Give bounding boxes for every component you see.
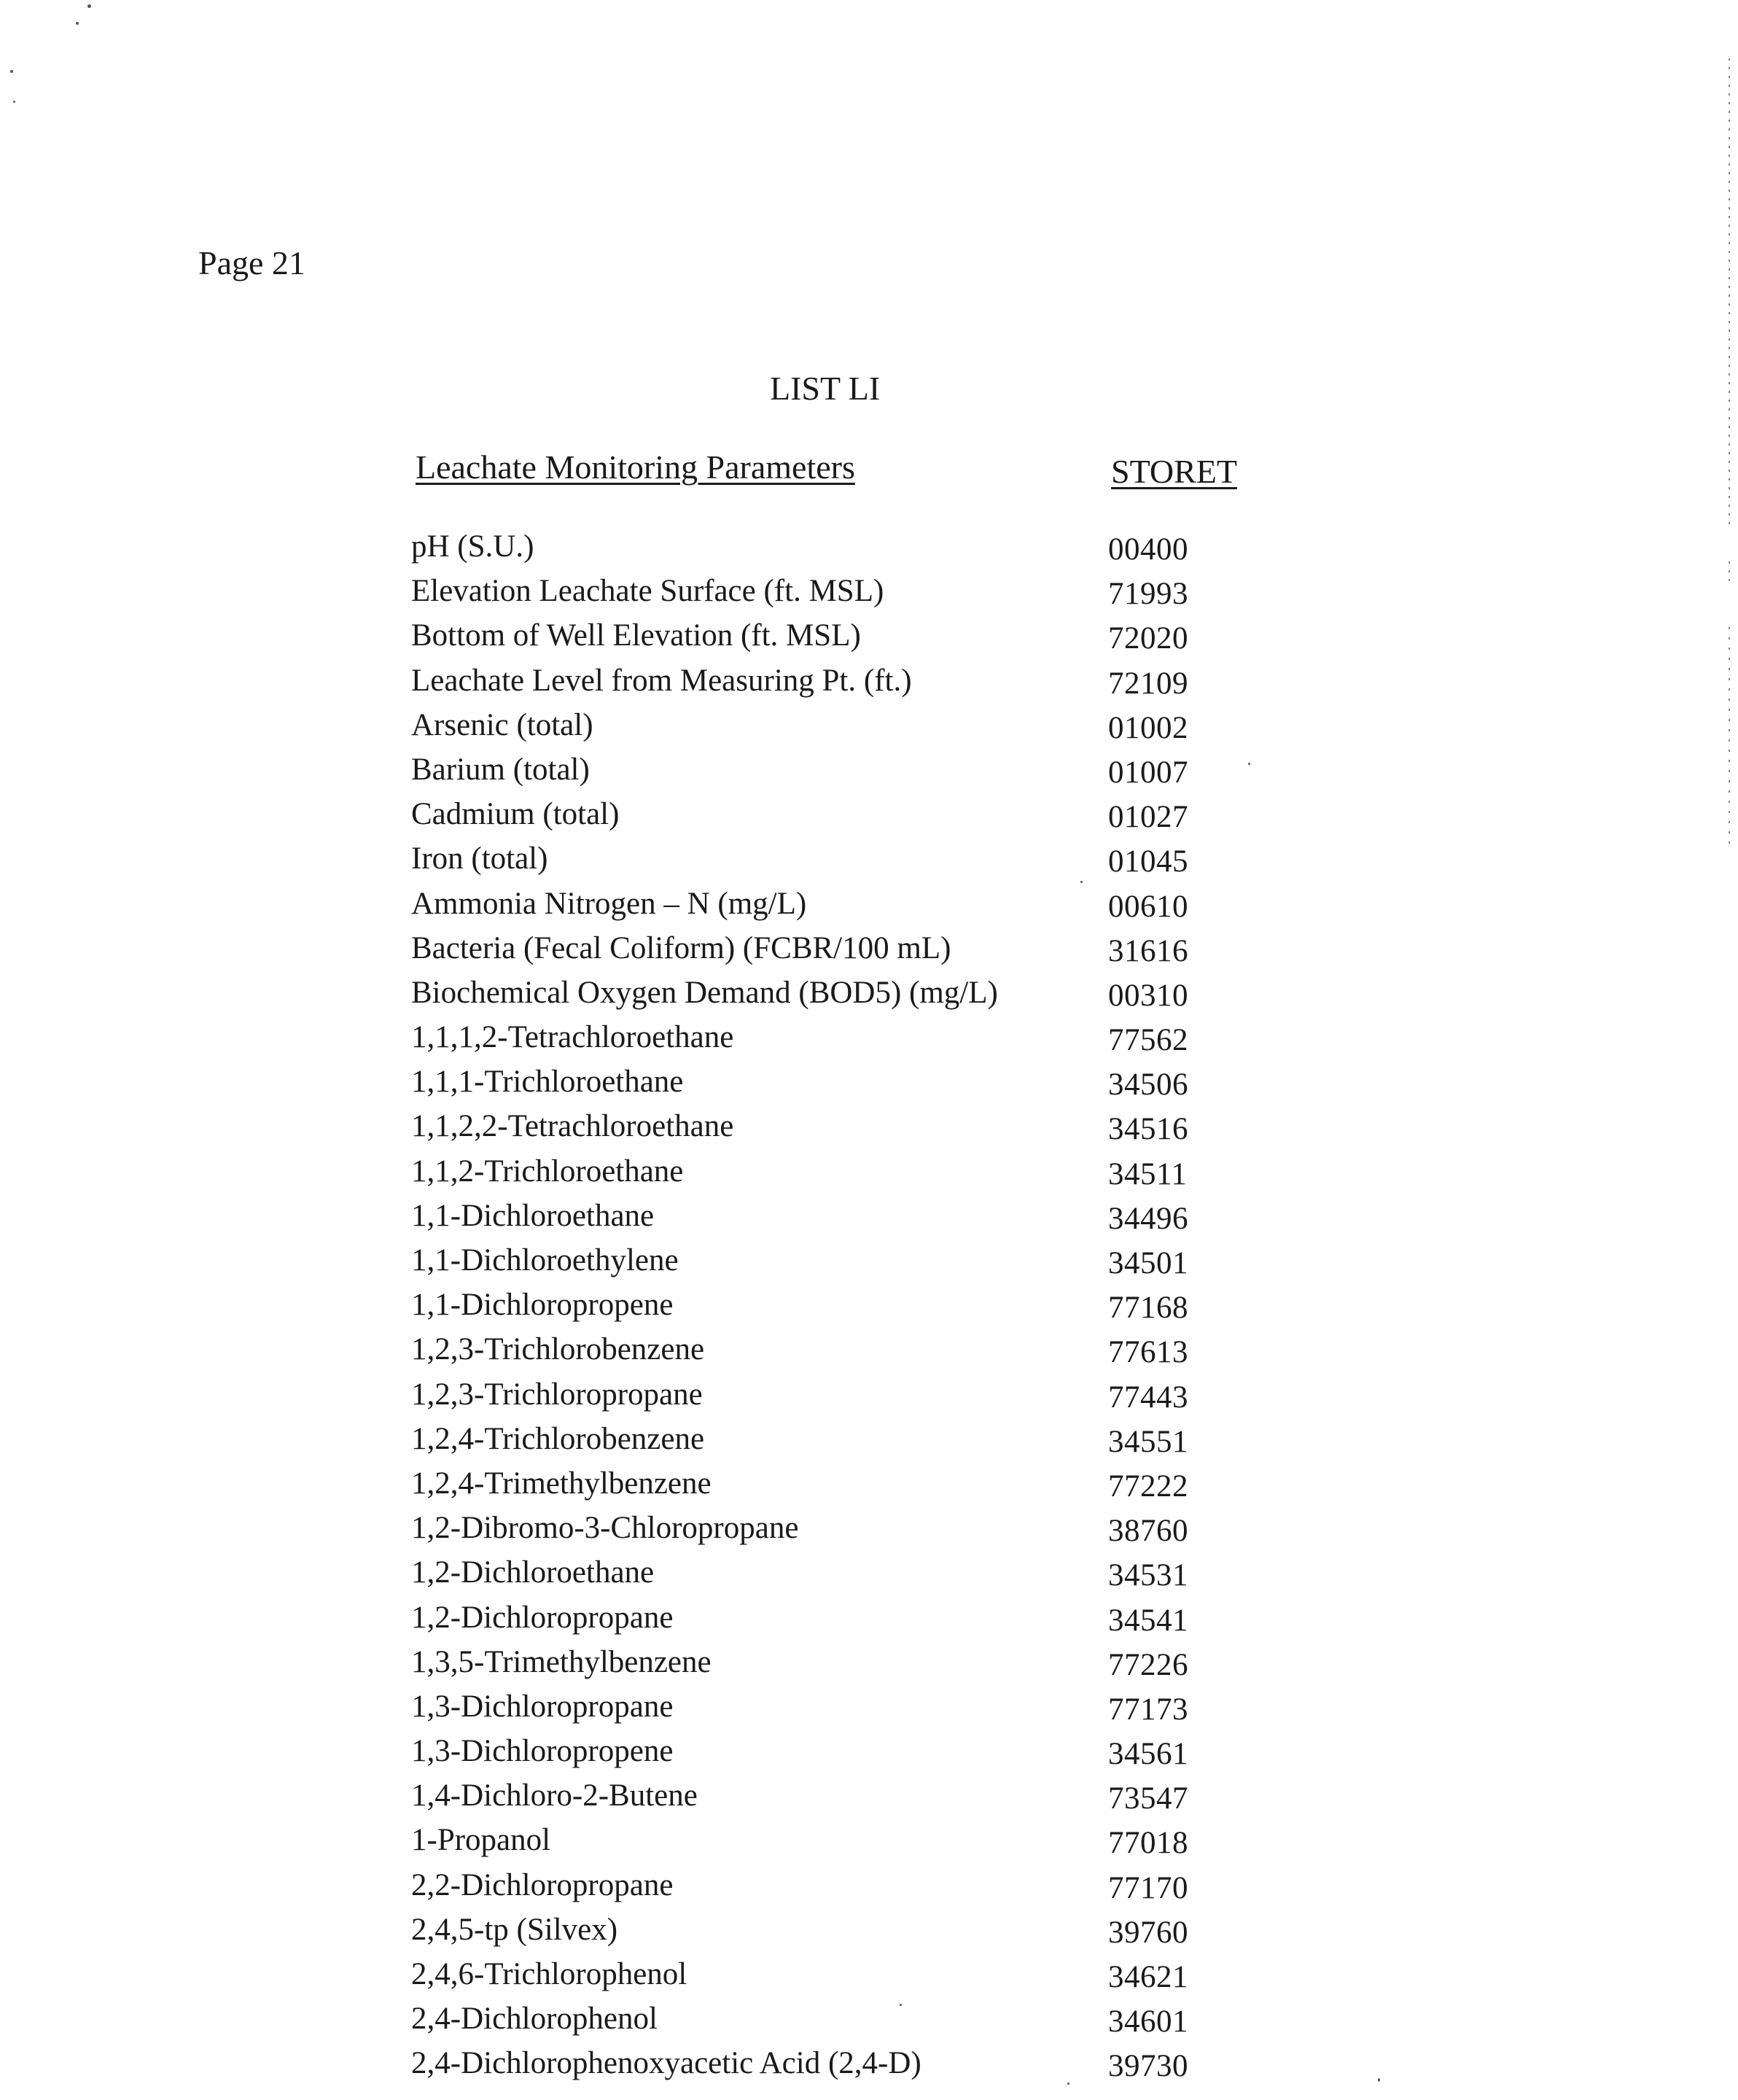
scan-edge-marks (1721, 58, 1738, 860)
scan-speck (1378, 2078, 1380, 2082)
storet-code: 77170 (1108, 1870, 1188, 1905)
table-row (0, 1379, 1738, 1423)
storet-code: 72020 (1108, 621, 1188, 656)
storet-code: 73547 (1108, 1781, 1188, 1816)
table-row (0, 1423, 1738, 1468)
scan-speck (1248, 763, 1250, 765)
parameter-name: 1,1,2-Trichloroethane (411, 1154, 684, 1189)
table-row (0, 2003, 1738, 2048)
table-row (0, 1867, 1738, 1914)
scan-speck (10, 70, 13, 73)
table-row (0, 843, 1738, 887)
storet-code: 01045 (1108, 844, 1188, 879)
storet-code: 01007 (1108, 755, 1188, 790)
table-row (0, 1780, 1738, 1824)
storet-code: 72109 (1108, 666, 1188, 701)
table-row (0, 1691, 1738, 1735)
storet-code: 39760 (1108, 1915, 1188, 1950)
parameter-name: 1,1-Dichloroethylene (411, 1243, 679, 1278)
storet-code: 77018 (1108, 1826, 1188, 1861)
parameter-name: 2,4-Dichlorophenoxyacetic Acid (2,4-D) (411, 2046, 921, 2081)
storet-code: 77168 (1108, 1291, 1188, 1326)
storet-code: 34531 (1108, 1558, 1188, 1593)
table-row (0, 1200, 1738, 1245)
storet-code: 71993 (1108, 577, 1188, 612)
parameter-name: Elevation Leachate Surface (ft. MSL) (411, 574, 884, 609)
storet-code: 77443 (1108, 1380, 1188, 1415)
storet-code: 77562 (1108, 1023, 1188, 1058)
table-row (0, 1468, 1738, 1512)
table-row (0, 1735, 1738, 1780)
scan-edge-dashes (1721, 58, 1738, 860)
table-row (0, 709, 1738, 754)
table-row (0, 930, 1738, 977)
parameter-name: 1-Propanol (411, 1823, 551, 1858)
parameter-name: Bacteria (Fecal Coliform) (FCBR/100 mL) (411, 930, 951, 965)
storet-code: 00610 (1108, 889, 1188, 924)
table-row (0, 1512, 1738, 1557)
storet-code: 31616 (1108, 933, 1188, 968)
storet-code: 34561 (1108, 1737, 1188, 1772)
parameter-name: 1,4-Dichloro-2-Butene (411, 1778, 698, 1813)
list-title: LIST LI (770, 370, 881, 407)
table-row (0, 1602, 1738, 1646)
table-row (0, 754, 1738, 798)
scan-speck (1080, 881, 1083, 883)
parameter-name: 1,2,4-Trimethylbenzene (411, 1466, 712, 1501)
storet-code: 34511 (1108, 1156, 1188, 1191)
table-row (0, 2048, 1738, 2092)
table-row (0, 575, 1738, 620)
parameter-name: pH (S.U.) (411, 529, 534, 564)
table-row (0, 665, 1738, 709)
storet-code: 34516 (1108, 1112, 1188, 1147)
table-row (0, 1156, 1738, 1200)
scan-speck (900, 2004, 902, 2006)
storet-code: 01027 (1108, 800, 1188, 835)
storet-code: 77226 (1108, 1647, 1188, 1682)
storet-code: 00310 (1108, 978, 1188, 1013)
table-row (0, 798, 1738, 843)
parameter-name: Barium (total) (411, 752, 590, 787)
table-row (0, 977, 1738, 1022)
storet-code: 34506 (1108, 1068, 1188, 1102)
table-row (0, 531, 1738, 575)
storet-column-header: STORET (1111, 453, 1237, 490)
parameter-column-header: Leachate Monitoring Parameters (416, 448, 855, 486)
storet-code: 77222 (1108, 1469, 1188, 1504)
parameter-name: Bottom of Well Elevation (ft. MSL) (411, 618, 861, 653)
table-row (0, 1066, 1738, 1111)
storet-code: 34501 (1108, 1246, 1188, 1280)
table-row (0, 1914, 1738, 1959)
table-row (0, 1959, 1738, 2003)
storet-code: 34601 (1108, 2004, 1188, 2039)
table-row (0, 1022, 1738, 1066)
storet-code: 00400 (1108, 532, 1188, 567)
scan-speck (1067, 2082, 1069, 2085)
storet-code: 39730 (1108, 2049, 1188, 2084)
table-row (0, 1824, 1738, 1869)
parameter-name: 2,4-Dichlorophenol (411, 2002, 658, 2037)
parameter-name: 2,2-Dichloropropane (411, 1867, 674, 1902)
parameter-name: Cadmium (total) (411, 797, 620, 832)
parameter-name: 1,1-Dichloropropene (411, 1288, 674, 1323)
parameter-name: Arsenic (total) (411, 707, 593, 742)
parameter-name: 1,2-Dichloroethane (411, 1555, 655, 1590)
table-row (0, 1557, 1738, 1601)
storet-code: 34541 (1108, 1603, 1188, 1638)
parameter-name: Ammonia Nitrogen – N (mg/L) (411, 886, 807, 921)
storet-code: 01002 (1108, 710, 1188, 745)
page-number: Page 21 (198, 244, 305, 281)
parameter-name: 2,4,6-Trichlorophenol (411, 1957, 687, 1991)
parameter-name: 2,4,5-tp (Silvex) (411, 1912, 618, 1947)
storet-code: 38760 (1108, 1514, 1188, 1549)
table-row (0, 1646, 1738, 1691)
scan-speck (76, 22, 79, 25)
parameter-list (0, 531, 1738, 2093)
parameter-name: 1,3-Dichloropropene (411, 1734, 674, 1769)
parameter-name: 1,2-Dibromo-3-Chloropropane (411, 1511, 799, 1546)
table-row (0, 1334, 1738, 1378)
parameter-name: Iron (total) (411, 841, 548, 876)
storet-code: 34621 (1108, 1960, 1188, 1994)
table-row (0, 1289, 1738, 1334)
parameter-name: 1,1,1-Trichloroethane (411, 1065, 684, 1100)
scan-speck (87, 4, 91, 8)
table-row (0, 888, 1738, 933)
storet-code: 77613 (1108, 1335, 1188, 1370)
parameter-name: 1,3-Dichloropropane (411, 1689, 674, 1724)
parameter-name: 1,2-Dichloropropane (411, 1600, 674, 1635)
parameter-name: 1,3,5-Trimethylbenzene (411, 1644, 712, 1679)
table-row (0, 1111, 1738, 1155)
table-row (0, 1245, 1738, 1289)
scan-speck (13, 101, 15, 103)
storet-code: 34496 (1108, 1201, 1188, 1236)
table-row (0, 620, 1738, 664)
parameter-name: 1,1,2,2-Tetrachloroethane (411, 1109, 734, 1144)
parameter-name: 1,1,1,2-Tetrachloroethane (411, 1020, 734, 1055)
storet-code: 77173 (1108, 1692, 1188, 1727)
parameter-name: 1,1-Dichloroethane (411, 1198, 655, 1233)
parameter-name: 1,2,3-Trichloropropane (411, 1377, 703, 1412)
storet-code: 34551 (1108, 1424, 1188, 1459)
parameter-name: 1,2,3-Trichlorobenzene (411, 1332, 705, 1367)
parameter-name: Leachate Level from Measuring Pt. (ft.) (411, 663, 912, 698)
parameter-name: Biochemical Oxygen Demand (BOD5) (mg/L) (411, 975, 998, 1010)
parameter-name: 1,2,4-Trichlorobenzene (411, 1421, 705, 1456)
